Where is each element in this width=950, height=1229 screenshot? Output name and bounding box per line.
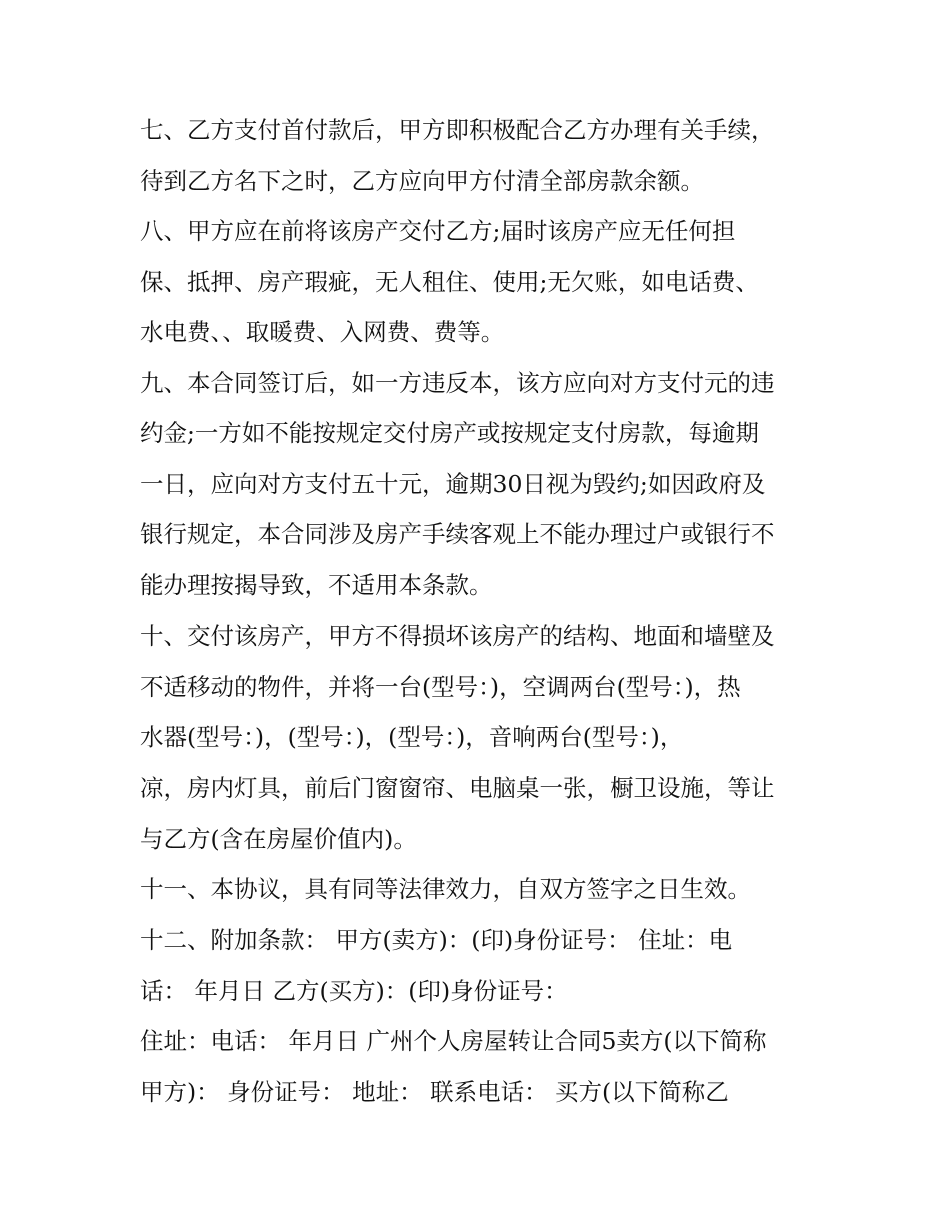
text-line: 水器(型号：)，(型号：)，(型号：)，音响两台(型号：)， xyxy=(140,723,684,751)
text-line: 能办理按揭导致，不适用本条款。 xyxy=(140,571,493,599)
text-line: 八、甲方应在前将该房产交付乙方;届时该房产应无任何担 xyxy=(140,217,736,245)
text-line: 十一、本协议，具有同等法律效力，自双方签字之日生效。 xyxy=(140,875,751,903)
text-line: 与乙方(含在房屋价值内)。 xyxy=(140,825,417,853)
text-line: 话： 年月日 乙方(买方)：(印)身份证号： xyxy=(140,977,568,1005)
text-line: 十、交付该房产，甲方不得损坏该房产的结构、地面和墙壁及 xyxy=(140,622,775,650)
text-line: 保、抵押、房产瑕疵，无人租住、使用;无欠账，如电话费、 xyxy=(140,268,759,296)
text-line: 七、乙方支付首付款后，甲方即积极配合乙方办理有关手续， xyxy=(140,116,775,144)
text-line: 约金;一方如不能按规定交付房产或按规定支付房款，每逾期 xyxy=(140,419,759,447)
text-line: 不适移动的物件，并将一台(型号：)，空调两台(型号：)，热 xyxy=(140,673,741,701)
text-line: 住址：电话： 年月日 广州个人房屋转让合同5卖方(以下简称 xyxy=(140,1027,767,1055)
text-line: 甲方)： 身份证号： 地址： 联系电话： 买方(以下简称乙 xyxy=(140,1078,729,1106)
text-line: 一日，应向对方支付五十元，逾期30日视为毁约;如因政府及 xyxy=(140,470,766,498)
text-line: 凉，房内灯具，前后门窗窗帘、电脑桌一张，橱卫设施，等让 xyxy=(140,774,775,802)
text-line: 九、本合同签订后，如一方违反本，该方应向对方支付元的违 xyxy=(140,369,775,397)
text-line: 水电费、、取暖费、入网费、费等。 xyxy=(140,318,505,346)
text-line: 银行规定，本合同涉及房产手续客观上不能办理过户或银行不 xyxy=(140,520,775,548)
text-line: 待到乙方名下之时，乙方应向甲方付清全部房款余额。 xyxy=(140,167,704,195)
text-line: 十二、附加条款： 甲方(卖方)：(印)身份证号： 住址：电 xyxy=(140,926,733,954)
